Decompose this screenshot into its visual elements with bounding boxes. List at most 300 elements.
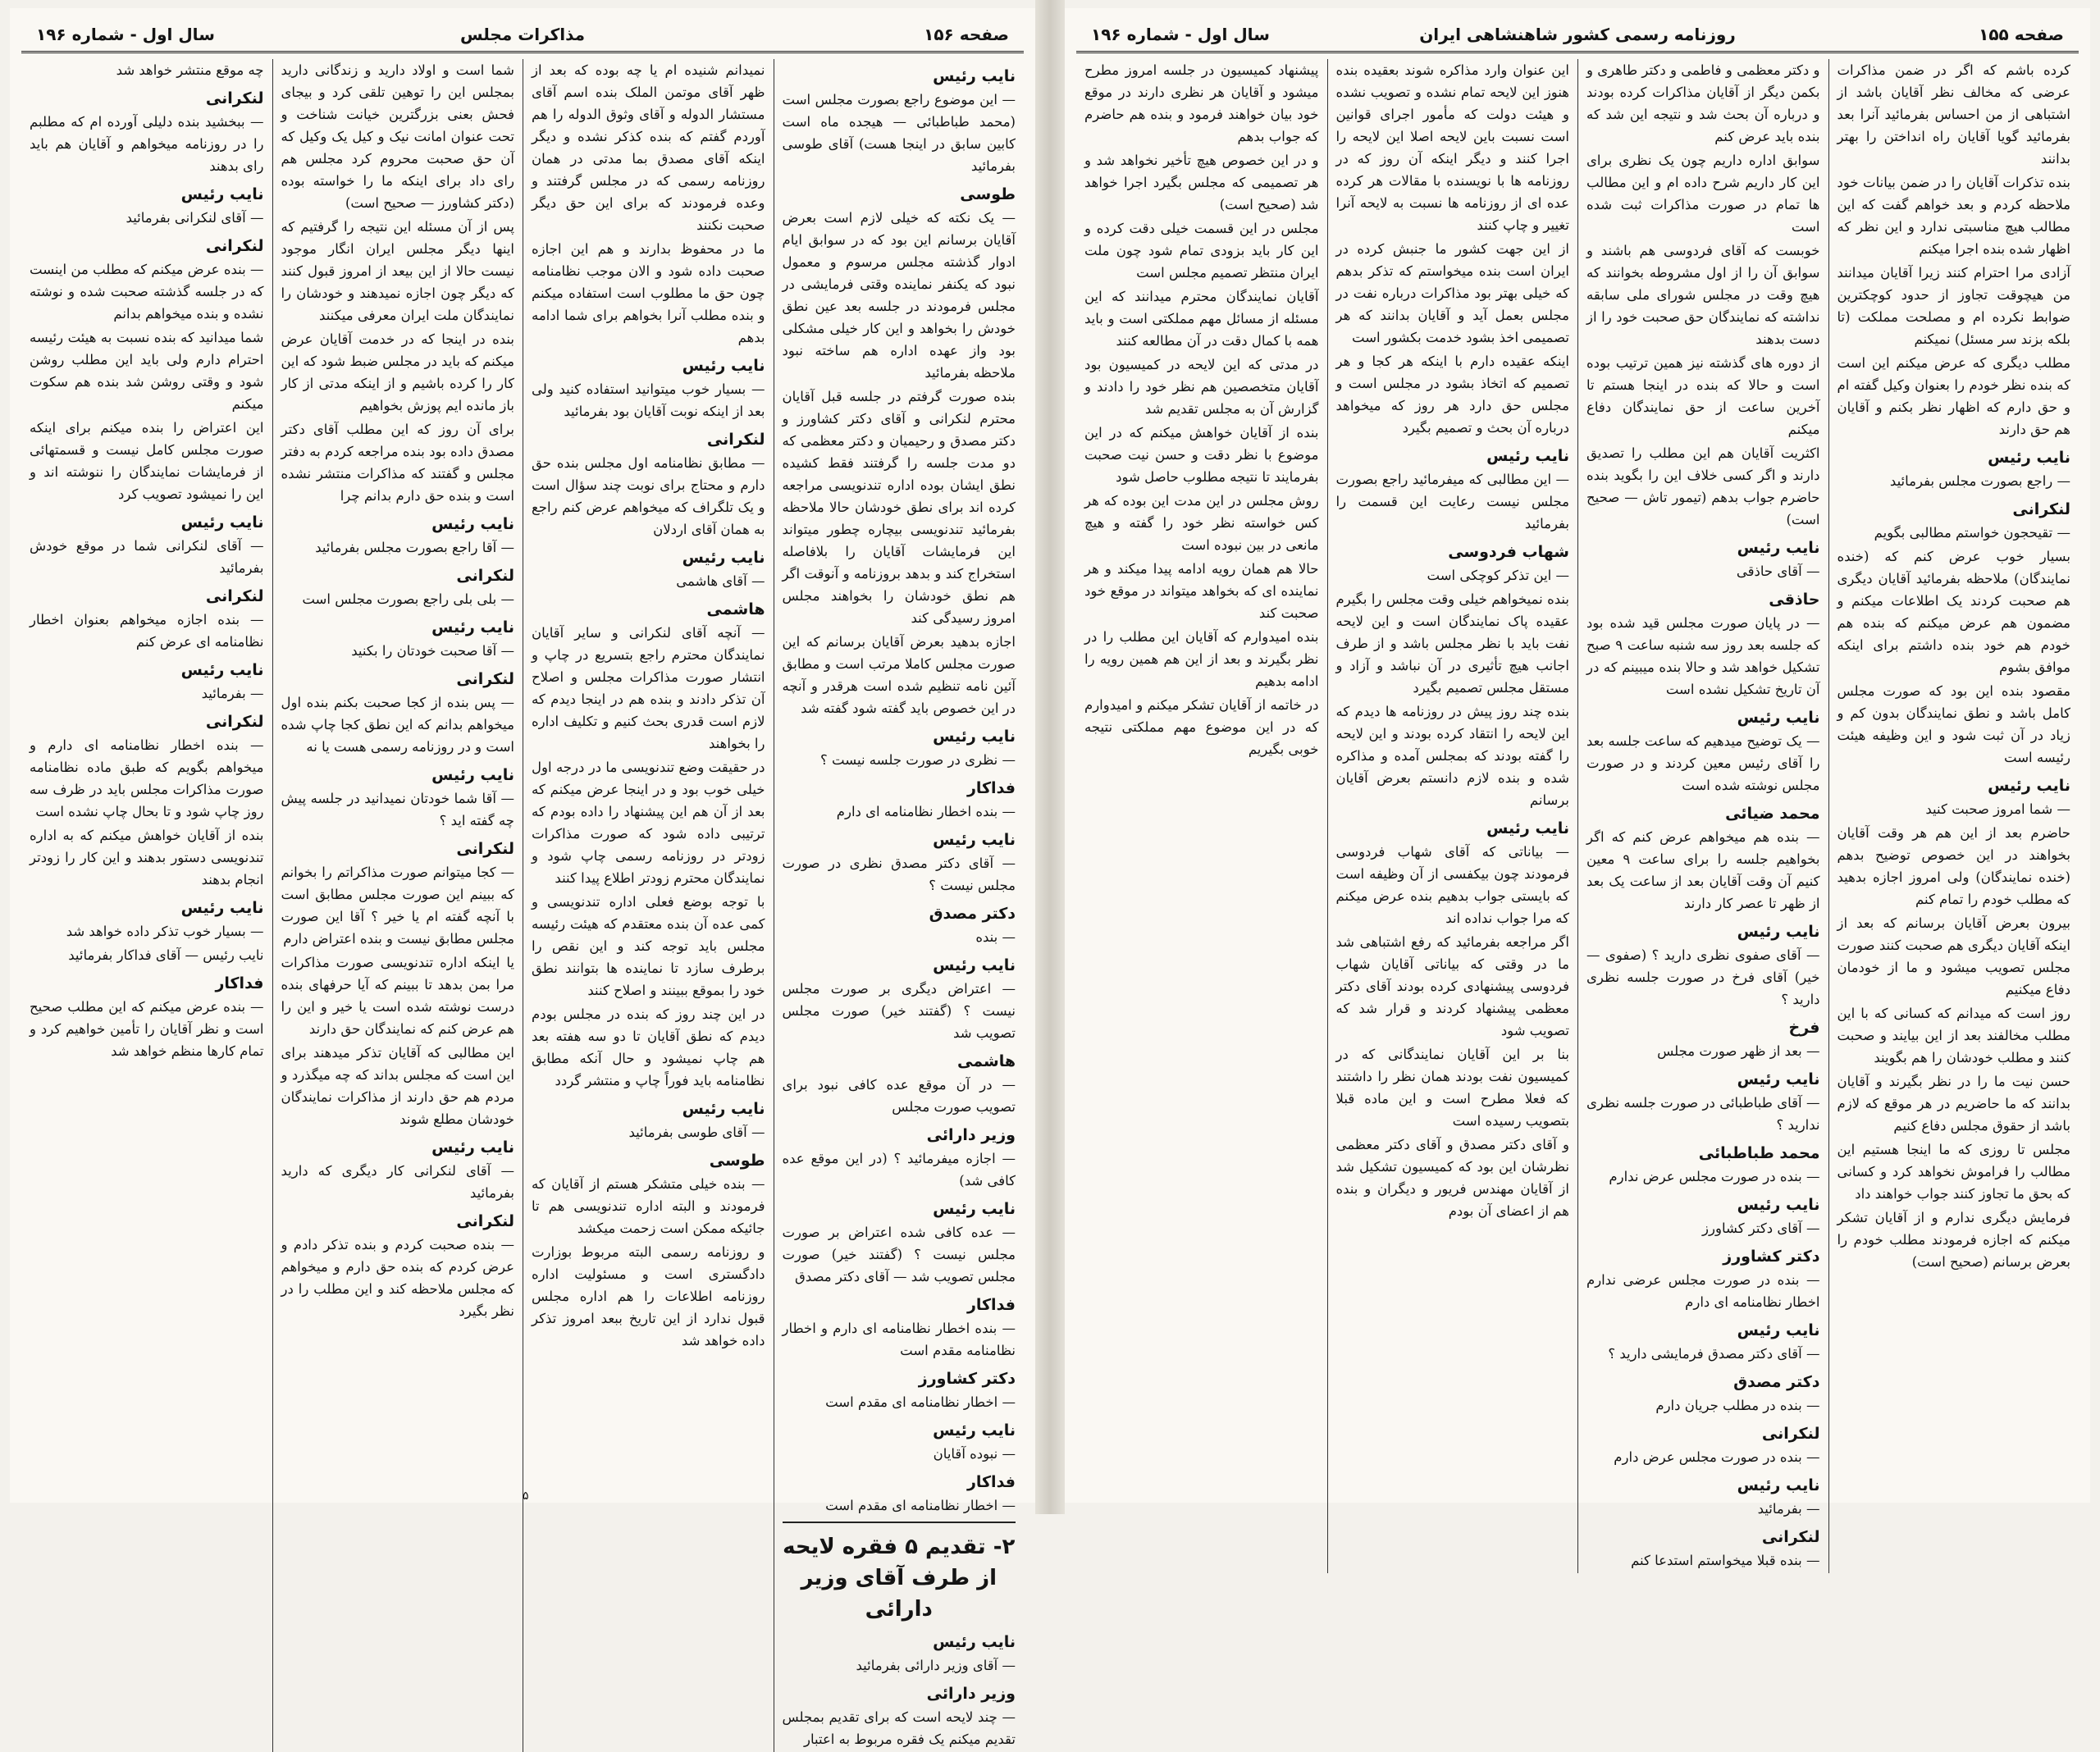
paragraph	[281, 951, 515, 1040]
paragraph	[783, 1418, 1016, 1465]
paragraph	[30, 182, 264, 229]
paragraph	[1838, 545, 2071, 678]
paragraph-text: — آقا شما خودتان نمیدانید در جلسه پیش چه گفته اید ؟	[281, 791, 514, 828]
speaker-name: وزیر دارائی	[926, 1126, 1016, 1144]
paragraph	[281, 59, 515, 214]
text-column	[21, 59, 272, 1752]
paragraph-text: — آقای وزیر دارائی بفرمائید	[856, 1658, 1016, 1673]
paragraph	[1838, 1070, 2071, 1137]
speaker-name: نایب رئیس	[180, 899, 264, 917]
paragraph-text: — چند لایحه است که برای تقدیم بمجلس تقدیم میکنم یک فقره مربوط به اعتبار	[782, 1709, 1016, 1747]
left-columns	[21, 59, 1024, 1747]
paragraph-text: بنده تذکرات آقایان را در ضمن بیانات خود ملاحظه کردم و بعد خواهم گفت که این مطالب هیچ مناسبتی ندارد و این نظر که اظهار شده بنده اجرا میکنم	[1837, 175, 2070, 257]
paragraph	[1586, 705, 1820, 796]
paragraph	[30, 417, 264, 505]
paragraph	[783, 901, 1016, 948]
paragraph	[30, 584, 264, 653]
paragraph-text: شما است و اولاد دارید و زندگانی دارید بمجلس این را توهین تلقی کرد و بیجای فحش بعنی بزرگترین خیانت شناخت و تحت عنوان امانت نیک و کیل یک وکیل که آن حق صحبت محروم کرد مجلس هم رای داد برای اینکه ما را خواسته بوده (دکتر کشاورز — صحیح است)	[281, 62, 514, 211]
paragraph-text: — بنده در صورت مجلس عرض دارم	[1614, 1449, 1820, 1465]
speaker-name: طوسی	[709, 1152, 765, 1170]
speaker-name: لنکرانی	[205, 713, 264, 731]
paragraph	[783, 182, 1016, 384]
paragraph-text: مجلس در این قسمت خیلی دقت کرده و این کار باید بزودی تمام شود چون ملت ایران منتظر تصمیم مجلس است	[1084, 221, 1319, 281]
paragraph-text: — بسیار خوب میتوانید استفاده کنید ولی بعد از اینکه نوبت آقایان بود بفرمائید	[532, 381, 765, 419]
paragraph-text: بنده صورت گرفتم در جلسه قبل آقایان محترم لنکرانی و آقای دکتر کشاورز و دکتر مصدق و رحیمیان و دکتر معظمی که دو مدت جلسه را گرفتند فقط کشیده نطق ایشان بوده اداره تندنویسی مراجعه کرده اند برای نطق خودشان حالا ملاحظه بفرمائید تندنویسی بیچاره چطور میتواند این فرمایشات آقایان را بلافاصله استخراج کند و بدهد بروزنامه و آنوقت اگر هم نطق خودشان را بخواهند مجلس امروز رسیدگی کند	[782, 389, 1016, 626]
paragraph-text: یا اینکه اداره تندنویسی صورت مذاکرات مرا بمن بدهد تا ببینم که آیا حرفهای بنده درست نوشته شده است یا خیر و این را هم عرض کنم که نمایندگان حق دارند	[281, 955, 514, 1037]
paragraph-text: — آقای هاشمی	[676, 573, 765, 589]
newspaper-title: روزنامه رسمی کشور شاهنشاهی ایران	[1419, 25, 1736, 44]
speaker-name: نایب رئیس	[933, 1200, 1016, 1218]
paragraph-text: — بنده هم میخواهم عرض کنم که اگر بخواهیم جلسه را برای ساعت ۹ معین کنیم آن وقت آقایان بعد از ساعت یک بعد از ظهر تا عصر کار دارند	[1586, 829, 1820, 911]
paragraph-text: — تقیحجون خواستم مطالبی بگویم	[1874, 525, 2070, 541]
paragraph	[281, 512, 515, 559]
paragraph	[1084, 59, 1319, 148]
paragraph-text: — بنده قبلا میخواستم استدعا کنم	[1631, 1553, 1820, 1568]
footer-page-number: ۵	[523, 1490, 529, 1503]
paragraph-text: — بنده اخطار نظامنامه ای دارم و میخواهم بگویم که طبق ماده نظامنامه صورت مذاکرات مجلس باید در ظرف سه روز چاپ شود و تا بحال چاپ نشده است	[30, 737, 264, 819]
paragraph-text: — یک نکته که خیلی لازم است بعرض آقایان برسانم این بود که در سوابق ایام ادوار گذشته مجلس مرسوم و معمول نبود که یکنفر نماینده وقتی فرمایشی در مجلس فرمودند در جلسه بعد عین نطق خودش را بخواهد و این کار خیلی مشکلی بود واز عهده اداره هم ساخته نبود ملاحظه بفرمائید	[782, 210, 1016, 381]
paragraph	[30, 658, 264, 705]
section-title: مذاکرات مجلس	[459, 25, 586, 44]
speaker-name: لنکرانی	[456, 670, 514, 688]
paragraph-text: — این مطالبی که میفرمائید راجع بصورت مجلس نیست رعایت این قسمت را بفرمائید	[1335, 472, 1569, 532]
paragraph-text: — بعد از ظهر صورت مجلس	[1657, 1043, 1820, 1059]
paragraph-text: حالا هم همان رویه ادامه پیدا میکند و هر نماینده ای که بخواهد میتواند در موقع خود صحبت کند	[1084, 561, 1319, 621]
paragraph	[1084, 422, 1319, 488]
right-columns	[1076, 59, 2079, 1568]
right-masthead	[1076, 18, 2079, 53]
paragraph-text: — آقای لنکرانی بفرمائید	[126, 210, 264, 226]
paragraph	[1586, 59, 1820, 148]
paragraph	[1586, 1141, 1820, 1188]
paragraph	[1586, 1370, 1820, 1417]
paragraph	[532, 545, 765, 592]
page-number: صفحه ۱۵۵	[1979, 25, 2064, 44]
paragraph-text: — آقای لنکرانی کار دیگری که دارید بفرمائید	[281, 1163, 514, 1201]
paragraph	[1838, 1002, 2071, 1069]
paragraph-text: — بیاناتی که آقای شهاب فردوسی فرمودند چون بیکفسی از آن وظیفه است که بایستی جواب بدهیم بنده عرض میکنم که مرا جواب نداده اند	[1335, 844, 1569, 926]
speaker-name: لنکرانی	[456, 567, 514, 585]
right-page	[1065, 8, 2090, 1568]
speaker-name: لنکرانی	[205, 587, 264, 605]
speaker-name: نایب رئیس	[1737, 709, 1820, 727]
paragraph	[1586, 1193, 1820, 1239]
paragraph-text: — بسیار خوب تذکر داده خواهد شد	[66, 924, 264, 939]
paragraph	[1838, 262, 2071, 350]
paragraph-text: بیرون بعرض آقایان برسانم که بعد از اینکه آقایان دیگری هم صحبت کنند صورت مجلس تصویب میشود و ما از خودمان دفاع میکنیم	[1837, 915, 2070, 997]
paragraph-text: اینکه عقیده دارم با اینکه هر کجا و هر تصمیم که اتخاذ بشود در مجلس است و مجلس حق دارد هر روز که میخواهد درباره آن بحث و تصمیم بگیرد	[1335, 354, 1569, 436]
paragraph	[1084, 558, 1319, 624]
speaker-name: نایب رئیس	[682, 357, 765, 375]
speaker-name: لنکرانی	[1761, 1528, 1820, 1546]
speaker-name: نایب رئیس	[1737, 539, 1820, 557]
paragraph	[281, 216, 515, 326]
paragraph	[281, 1209, 515, 1322]
paragraph	[783, 724, 1016, 771]
paragraph	[532, 1241, 765, 1352]
paragraph-text: در این چند روز که بنده در مجلس بودم دیدم که نطق آقایان تا دو سه هفته بعد هم چاپ نمیشود و حال آنکه مطابق نظامنامه باید فوراً چاپ و منتشر گردد	[532, 1006, 765, 1088]
paragraph	[281, 328, 515, 417]
speaker-name: وزیر دارائی	[926, 1685, 1016, 1703]
paragraph	[532, 427, 765, 541]
paragraph-text: — در پایان صورت مجلس قید شده بود که جلسه بعد روز سه شنبه ساعت ۹ صبح تشکیل خواهد شد و حالا بنده میبینم که در آن تاریخ تشکیل نشده است	[1586, 615, 1820, 697]
paragraph-text: آزادی مرا احترام کنند زیرا آقایان میدانند من هیچوقت تجاوز از حدود کوچکترین ضوابط نکرده ام و مصلحت مملکت (تا بلکه بزند سر مسئل) نمیکنم	[1837, 265, 2070, 347]
speaker-name: نایب رئیس	[933, 1633, 1016, 1651]
paragraph	[783, 631, 1016, 719]
paragraph	[1586, 1421, 1820, 1468]
paragraph	[1586, 1015, 1820, 1062]
paragraph	[1838, 171, 2071, 260]
paragraph	[783, 828, 1016, 897]
paragraph-text: نایب رئیس — آقای فداکار بفرمائید	[68, 947, 264, 963]
speaker-name: نایب رئیس	[1737, 1196, 1820, 1214]
speaker-name: لنکرانی	[456, 840, 514, 858]
paragraph-text: بنده در اینجا که در خدمت آقایان عرض میکنم که باید در مجلس ضبط شود که این کار را کرده باشیم و از اینکه مدتی از کار باز مانده ایم پوزش بخواهیم	[281, 331, 514, 413]
paragraph-text: روز است که میدانم که کسانی که با این مطلب مخالفند بعد از این بیایند و صحبت کنند و مطلب خودشان را هم بگویند	[1837, 1006, 2070, 1065]
paragraph-text: — یک توضیح میدهیم که ساعت جلسه بعد را آقای رئیس معین کردند و در صورت مجلس نوشته شده است	[1586, 733, 1820, 793]
paragraph-text: — بنده در صورت مجلس عرض ندارم	[1609, 1169, 1820, 1184]
paragraph-text: و آقای دکتر مصدق و آقای دکتر معظمی نظرشان این بود که کمیسیون تشکیل شد از آقایان مهندس فریور و دیگران و بنده هم از اعضای آن بودم	[1335, 1137, 1569, 1219]
paragraph	[1838, 445, 2071, 492]
paragraph-text: — آقای لنکرانی شما در موقع خودش بفرمائید	[30, 538, 264, 576]
speaker-name: نایب رئیس	[1737, 923, 1820, 941]
paragraph	[532, 597, 765, 755]
paragraph-text: — بفرمائید	[1757, 1501, 1820, 1517]
speaker-name: هاشمی	[957, 1052, 1016, 1070]
paragraph	[1838, 497, 2071, 544]
paragraph	[30, 971, 264, 1062]
paragraph	[532, 1148, 765, 1239]
paragraph-text: — اخطار نظامنامه ای مقدم است	[825, 1394, 1016, 1410]
paragraph-text: شما میدانید که بنده نسبت به هیئت رئیسه احترام دارم ولی باید این مطلب روشن شود و وقتی روشن شد بنده هم سکوت میکنم	[30, 330, 264, 412]
paragraph-text: بسیار خوب عرض کنم که (خنده نمایندگان) ملاحظه بفرمائید آقایان دیگری هم صحبت کردند یک اطلاعات میکنم و مضمون هم عرض میکنم که بنده هم خودم هم خود بنده داشتم برای اینکه موافق بشوم	[1837, 549, 2070, 675]
speaker-name: نایب رئیس	[682, 549, 765, 567]
paragraph	[281, 563, 515, 610]
paragraph-text: با توجه بوضع فعلی اداره تندنویسی و کمی عده آن بنده معتقدم که هیئت رئیسه مجلس باید توجه کند و این نقص را برطرف سازد تا نماینده ها بتوانند نطق خود را بموقع ببینند و اصلاح کنند	[532, 894, 765, 998]
paragraph-text: — بنده عرض میکنم که مطلب من اینست که در جلسه گذشته صحبت شده و نوشته نشده و بنده میخواهم بدانم	[30, 262, 264, 322]
paragraph-text: — بنده صحبت کردم و بنده تذکر دادم و عرض کردم که بنده حق دارم و میخواهم که مجلس ملاحظه کند و این مطلب را در نظر بگیرد	[281, 1237, 514, 1319]
paragraph-text: — بنده اجازه میخواهم بعنوان اخطار نظامنامه ای عرض کنم	[30, 612, 264, 650]
paragraph	[783, 1049, 1016, 1118]
speaker-name: محمد طباطبائی	[1698, 1144, 1820, 1162]
paragraph	[783, 386, 1016, 629]
paragraph	[532, 1097, 765, 1143]
paragraph-text: مجلس تا روزی که ما اینجا هستیم این مطالب را فراموش نخواهد کرد و کسانی که بحق ما تجاوز کنند جواب خواهند داد	[1837, 1142, 2070, 1202]
paragraph	[783, 1630, 1016, 1677]
paragraph	[1586, 587, 1820, 700]
paragraph-text: بنده چند روز پیش در روزنامه ها دیدم که این لایحه را انتقاد کرده بودند و این لایحه را گفته بودند که بمجلس آمده و مذاکره شده و بنده لازم دانستم بعرض آقایان برسانم	[1335, 704, 1569, 808]
speaker-name: لنکرانی	[205, 237, 264, 255]
speaker-name: نایب رئیس	[1737, 1070, 1820, 1088]
paragraph-text: مقصود بنده این بود که صورت مجلس کامل باشد و نطق نمایندگان بدون کم و زیاد در آن ثبت شود و این وظیفه هیئت رئیسه است	[1837, 683, 2070, 765]
paragraph-text: — ببخشید بنده دلیلی آورده ام که مطلبم را در روزنامه میخواهم و آقایان هم باید رای بدهند	[30, 114, 264, 174]
speaker-name: نایب رئیس	[1737, 1476, 1820, 1494]
paragraph	[1586, 1244, 1820, 1313]
speaker-name: لنکرانی	[456, 1212, 514, 1230]
paragraph	[30, 824, 264, 891]
paragraph	[1336, 1043, 1570, 1132]
paragraph-text: این مطالبی که آقایان تذکر میدهند برای این است که مجلس بداند که چه میگذرد و مردم هم حق دارند از مذاکرات نمایندگان خودشان مطلع شوند	[281, 1045, 514, 1127]
paragraph	[1336, 588, 1570, 699]
paragraph-text: بنا بر این آقایان نمایندگانی که در کمیسیون نفت بودند همان نظر را داشتند که فعلا مطرح است و این ماده قبلا بتصویب رسیده است	[1335, 1047, 1569, 1129]
paragraph-text: — اعتراض دیگری بر صورت مجلس نیست ؟ (گفتند خیر) صورت مجلس تصویب شد	[782, 981, 1016, 1041]
text-column	[1327, 59, 1578, 1573]
paragraph	[532, 1003, 765, 1092]
paragraph	[1084, 354, 1319, 420]
paragraph	[30, 944, 264, 966]
paragraph	[532, 756, 765, 889]
speaker-name: دکتر کشاورز	[1723, 1248, 1820, 1266]
paragraph-text: — این موضوع راجع بصورت مجلس است (محمد طباطبائی — هیجده ماه است کابین سابق در اینجا هست) آقای طوسی بفرمائید	[782, 92, 1016, 174]
paragraph-text: — بنده	[975, 929, 1016, 945]
paragraph-text: این عنوان وارد مذاکره شوند بعقیده بنده هنوز این لایحه تمام نشده و تصویب نشده و هیئت دولت که مأمور اجرای قوانین است نسبت باین لایحه اصلا این لایحه را اجرا کنند و دیگر اینکه آن روز که در روزنامه ها با نویسنده با مقالات هر کرده عده ای از روزنامه ها نسبت به لایحه آنرا تغییر و چاپ کنند	[1335, 62, 1569, 233]
paragraph-text: بنده نمیخواهم خیلی وقت مجلس را بگیرم عقیده پاک نمایندگان است و این لایحه نفت باید با نظر مجلس باشد و از طرف اجانب هیچ تأثیری در آن نباشد و آزاد و مستقل مجلس تصمیم بگیرد	[1335, 591, 1569, 696]
paragraph	[1838, 1207, 2071, 1273]
paragraph-text: روش مجلس در این مدت این بوده که هر کس خواسته نظر خود را گفته و هیچ مانعی در بین نبوده است	[1084, 493, 1319, 553]
speaker-name: طوسی	[960, 185, 1016, 203]
speaker-name: دکتر کشاورز	[918, 1370, 1016, 1388]
paragraph	[783, 64, 1016, 177]
paragraph-text: — نبوده آقایان	[933, 1446, 1016, 1462]
paragraph-text: — آقای صفوی نظری دارید ؟ (صفوی — خیر) آقای فرخ در صورت جلسه نظری دارید ؟	[1586, 947, 1820, 1007]
speaker-name: لنکرانی	[205, 89, 264, 107]
paragraph	[1586, 801, 1820, 915]
paragraph	[281, 1135, 515, 1204]
speaker-name: نایب رئیس	[180, 185, 264, 203]
paragraph-text: — بنده عرض میکنم که این مطلب صحیح است و نظر آقایان را تأمین خواهیم کرد و تمام کارها منظم خواهد شد	[30, 999, 264, 1059]
paragraph	[1586, 1067, 1820, 1136]
paragraph	[1586, 352, 1820, 440]
paragraph-text: — آقا صحبت خودتان را بکنید	[351, 643, 514, 659]
paragraph	[783, 776, 1016, 823]
paragraph	[783, 1366, 1016, 1413]
paragraph	[1336, 931, 1570, 1042]
paragraph-text: حسن نیت ما را در نظر بگیرند و آقایان بدانند که ما حاضریم در هر موقع که لازم باشد از حقوق مجلس دفاع کنیم	[1837, 1074, 2070, 1134]
paragraph	[1838, 59, 2071, 170]
paragraph	[532, 354, 765, 422]
page-gutter	[1035, 0, 1065, 1514]
text-column	[774, 59, 1025, 1752]
speaker-name: نایب رئیس	[1737, 1321, 1820, 1339]
paragraph-text: — آقای طباطبائی در صورت جلسه نظری ندارید ؟	[1586, 1095, 1820, 1133]
page-number: صفحه ۱۵۶	[924, 25, 1009, 44]
speaker-name: لنکرانی	[1761, 1425, 1820, 1443]
paragraph-text: — بفرمائید	[201, 686, 264, 701]
paragraph-text: — آقای دکتر کشاورز	[1702, 1220, 1820, 1236]
text-column	[1076, 59, 1327, 1573]
paragraph	[1336, 540, 1570, 586]
speaker-name: نایب رئیس	[1486, 819, 1569, 837]
paragraph	[783, 953, 1016, 1044]
paragraph-text: کرده باشم که اگر در ضمن مذاکرات عرضی که مخالف نظر آقایان باشد از اشتباهی از من احساس بفرمائید آنرا بعد بفرمائید گویا آقایان راه انداختن را بهتر بدانند	[1837, 62, 2070, 167]
paragraph	[1336, 444, 1570, 535]
paragraph-text: — آقای طوسی بفرمائید	[628, 1125, 765, 1140]
paragraph	[783, 1470, 1016, 1517]
paragraph-text: — کجا میتوانم صورت مذاکراتم را بخوانم که ببینم این صورت مجلس مطابق است با آنچه گفته ام یا خیر ؟ آقا این صورت مجلس مطابق نیست و بنده اعتراض دارم	[281, 865, 514, 947]
paragraph-text: از دوره های گذشته نیز همین ترتیب بوده است و حالا که بنده در اینجا هستم تا آخرین ساعت از حق نمایندگان دفاع میکنم	[1586, 355, 1820, 437]
paragraph-text: — آقا راجع بصورت مجلس بفرمائید	[315, 540, 514, 555]
paragraph-text: سوابق اداره داریم چون یک نظری برای این کار داریم شرح داده ام و این مطالب ها تمام در صورت مذاکرات ثبت شده است	[1586, 153, 1820, 235]
paragraph-text: در مدتی که این لایحه در کمیسیون بود آقایان متخصصین هم نظر خود را دادند و گزارش آن به مجلس تقدیم شد	[1084, 357, 1319, 417]
paragraph	[30, 59, 264, 81]
speaker-name: دکتر مصدق	[1733, 1373, 1820, 1391]
paragraph	[532, 238, 765, 349]
paragraph	[281, 763, 515, 832]
paragraph	[30, 86, 264, 177]
paragraph	[1084, 217, 1319, 284]
paragraph-text: و در این خصوص هیچ تأخیر نخواهد شد و هر تصمیمی که مجلس بگیرد اجرا خواهد شد (صحیح است)	[1084, 153, 1319, 212]
speaker-name: نایب رئیس	[1988, 449, 2070, 467]
paragraph-text: بنده از آقایان خواهش میکنم که در این موضوع با نظر دقت و حسن نیت صحبت بفرمایند تا نتیجه مطلوب حاصل شود	[1084, 425, 1319, 485]
paragraph-text: اجازه بدهید بعرض آقایان برسانم که این صورت مجلس کاملا مرتب است و مطابق آئین نامه تنظیم شده است هرقدر و آنچه در این خصوص باید گفته شود گفته شد	[782, 634, 1016, 716]
paragraph	[281, 837, 515, 950]
paragraph-text: این اعتراض را بنده میکنم برای اینکه صورت مجلس کامل نیست و قسمتهائی از فرمایشات نمایندگان را ننوشته اند و این را نمیشود تصویب کرد	[30, 420, 264, 502]
paragraph	[1336, 816, 1570, 929]
paragraph-text: در حقیقت وضع تندنویسی ما در درجه اول خیلی خوب بود و در اینجا عرض میکنم که بعد از آن هم این پیشنهاد را داده بودم که ترتیبی داده شود که صورت مذاکرات زودتر در روزنامه رسمی چاپ شود و نمایندگان محترم زودتر اطلاع پیدا کنند	[532, 760, 765, 886]
speaker-name: فداکار	[966, 1296, 1016, 1314]
speaker-name: فداکار	[215, 974, 264, 992]
paragraph-text: — آقای حاذقی	[1736, 563, 1820, 579]
paragraph-text: حاضرم بعد از این هم هر وقت آقایان بخواهند در این خصوص توضیح بدهم (خنده نمایندگان) ولی امروز اجازه بدهید که مطلب خودم را تمام کنم	[1837, 825, 2070, 907]
speaker-name: دکتر مصدق	[929, 905, 1016, 923]
paragraph	[1586, 536, 1820, 582]
speaker-name: نایب رئیس	[933, 831, 1016, 849]
paragraph	[281, 418, 515, 507]
speaker-name: شهاب فردوسی	[1448, 543, 1569, 561]
paragraph-text: برای آن روز که این مطلب آقای دکتر مصدق داده بود بنده مراجعه کردم به دفتر مجلس و گفتند که مذاکرات منتشر نشده است و بنده حق دارم بدانم چرا	[281, 422, 514, 504]
paragraph-text: خوبست که آقای فردوسی هم باشند و سوابق آن را از اول مشروطه بخوانند که هیچ وقت در مجلس شورای ملی سابقه نداشته که نمایندگان حق صحبت خود را از دست بدهند	[1586, 243, 1820, 347]
paragraph	[1336, 350, 1570, 439]
paragraph-text: — آقای دکتر مصدق نظری در صورت مجلس نیست ؟	[782, 855, 1016, 893]
paragraph-text: از این جهت کشور ما جنبش کرده در ایران است بنده میخواستم که تذکر بدهم که خیلی بهتر بود مذاکرات درباره نفت در مجلس بعمل آید و آقایان بدانند که هر تصمیمی اخذ بشود خدمت بکشور است	[1335, 241, 1569, 345]
issue-label: سال اول - شماره ۱۹۶	[1091, 25, 1270, 44]
paragraph	[30, 510, 264, 579]
speaker-name: نایب رئیس	[1988, 777, 2070, 795]
issue-label: سال اول - شماره ۱۹۶	[36, 25, 215, 44]
paragraph-text: — بنده در مطلب جریان دارم	[1655, 1398, 1820, 1413]
paragraph	[1838, 352, 2071, 440]
paragraph-text: در خاتمه از آقایان تشکر میکنم و امیدوارم که در این موضوع مهم مملکتی نتیجه خوبی بگیریم	[1084, 697, 1319, 757]
paragraph-text: — مطابق نظامنامه اول مجلس بنده حق دارم و محتاج برای نوبت چند سؤال است و یک تلگراف که میخواهم عرض کنم راجع به همان آقای اردلان	[532, 455, 765, 537]
paragraph-text: پس از آن مسئله این نتیجه را گرفتیم که اینها دیگر مجلس ایران انگار موجود نیست حالا از این بیعد از امروز قبول کنند که دیگر چون اجازه نمیدهند و خودشان را نمایندگان ملت ایران معرفی میکنند	[281, 219, 514, 323]
paragraph-text: و دکتر معظمی و فاطمی و دکتر طاهری و بکمن دیگر از آقایان مذاکرات کرده بودند و درباره آن بحث شد و نتیجه این شد که بنده باید عرض کنم	[1586, 62, 1820, 144]
paragraph-text: فرمایش دیگری ندارم و از آقایان تشکر میکنم که اجازه فرمودند مطلب خودم را بعرض برسانم (صحیح است)	[1837, 1210, 2070, 1270]
speaker-name: لنکرانی	[2012, 500, 2070, 518]
paragraph	[1586, 1525, 1820, 1572]
paragraph	[1586, 919, 1820, 1011]
paragraph	[1084, 694, 1319, 760]
paragraph-text: — در آن موقع عده کافی نبود برای تصویب صورت مجلس	[782, 1077, 1016, 1115]
paragraph-text: نمیدانم شنیده ام یا چه بوده که بعد از ظهر آقای موتمن الملک بنده اسم آقای مستشار الدوله و آقای وثوق الدوله را هم آوردم گفتم که بنده کذکر نشده و دیگر اینکه آقای مصدق بما مدتی در همان روزنامه رسمی که در مجلس گرفتند و وعده فرمودند که برای این حق دیگر صحبت نکنند	[532, 62, 765, 233]
paragraph-text: — اخطار نظامنامه ای مقدم است	[825, 1498, 1016, 1513]
paragraph	[30, 896, 264, 942]
speaker-name: نایب رئیس	[933, 1421, 1016, 1439]
paragraph	[1084, 490, 1319, 556]
speaker-name: نایب رئیس	[682, 1100, 765, 1118]
speaker-name: فداکار	[966, 779, 1016, 797]
text-column	[1577, 59, 1828, 1573]
paragraph-text: چه موقع منتشر خواهد شد	[116, 62, 264, 78]
paragraph	[783, 1197, 1016, 1288]
paragraph	[281, 1042, 515, 1130]
speaker-name: نایب رئیس	[431, 618, 514, 636]
left-masthead	[21, 18, 1024, 53]
paragraph	[281, 667, 515, 758]
paragraph	[1838, 773, 2071, 820]
paragraph-text: — بنده در صورت مجلس عرضی ندارم اخطار نظامنامه ای دارم	[1586, 1272, 1820, 1310]
paragraph-text: بنده امیدوارم که آقایان این مطلب را در نظر بگیرند و بعد از این هم همین رویه را ادامه بدهیم	[1084, 629, 1319, 689]
paragraph	[30, 326, 264, 415]
paragraph	[30, 234, 264, 325]
paragraph	[1586, 1473, 1820, 1520]
speaker-name: نایب رئیس	[933, 728, 1016, 746]
paragraph-text: — بنده خیلی متشکر هستم از آقایان که فرمودند و البته اداره تندنویسی هم تا جائیکه ممکن است زحمت میکشد	[532, 1176, 765, 1236]
paragraph-text: — اجازه میفرمائید ؟ (در این موقع عده کافی شد)	[782, 1151, 1016, 1189]
paragraph	[1838, 912, 2071, 1001]
paragraph	[532, 891, 765, 1001]
paragraph-text: اگر مراجعه بفرمائید که رفع اشتباهی شد ما در وقتی که بیاناتی آقایان شهاب فردوسی پیشنهادی کرده بودند آقای دکتر معظمی پیشنهاد کردند و قرار شد که تصویب شود	[1335, 934, 1569, 1038]
section-heading: ۲- تقدیم ۵ فقره لایحه از طرف آقای وزیر دارائی	[783, 1535, 1016, 1622]
paragraph	[532, 59, 765, 236]
speaker-name: نایب رئیس	[180, 661, 264, 679]
speaker-name: نایب رئیس	[1486, 447, 1569, 465]
paragraph	[1586, 240, 1820, 350]
paragraph	[1084, 626, 1319, 692]
paragraph	[1586, 442, 1820, 531]
speaker-name: نایب رئیس	[180, 513, 264, 532]
speaker-name: نایب رئیس	[933, 67, 1016, 85]
text-column	[1828, 59, 2079, 1573]
paragraph	[783, 1293, 1016, 1362]
paragraph	[1838, 680, 2071, 769]
paragraph-text: ما در محفوظ بدارند و هم این اجازه صحبت داده شود و الان موجب نظامنامه چون حق ما مطلوب است استفاده میکنم و بنده مطلب آنرا بخواهم برای شما ادامه بدهم	[532, 241, 765, 345]
divider	[783, 1522, 1016, 1523]
paragraph-text: — عده کافی شده اعتراض بر صورت مجلس نیست ؟ (گفتند خیر) صورت مجلس تصویب شد — آقای دکتر مصدق	[782, 1225, 1016, 1284]
paragraph	[281, 615, 515, 662]
speaker-name: فرخ	[1788, 1019, 1820, 1037]
paragraph-text: — بنده اخطار نظامنامه ای دارم و اخطار نظامنامه مقدم است	[782, 1321, 1016, 1358]
paragraph	[1084, 285, 1319, 352]
speaker-name: هاشمی	[706, 600, 765, 618]
speaker-name: نایب رئیس	[933, 956, 1016, 974]
paragraph-text: پیشنهاد کمیسیون در جلسه امروز مطرح میشود و آقایان هر نظری دارند در موقع خود بیان خواهند فرمود و بنده هم حاضرم که جواب بدهم	[1084, 62, 1319, 144]
speaker-name: نایب رئیس	[431, 1138, 514, 1157]
paragraph	[1336, 59, 1570, 236]
paragraph-text: — آقای دکتر مصدق فرمایشی دارید ؟	[1608, 1346, 1820, 1362]
paragraph-text: — شما امروز صحبت کنید	[1925, 801, 2070, 817]
paragraph	[1586, 1318, 1820, 1365]
paragraph-text: اکثریت آقایان هم این مطلب را تصدیق دارند و اگر کسی خلاف این را بگوید بنده حاضرم جواب بدهم (تیمور تاش — صحیح است)	[1586, 445, 1820, 527]
paragraph-text: — بلی بلی راجع بصورت مجلس است	[302, 591, 514, 607]
paragraph	[783, 1123, 1016, 1192]
text-column	[523, 59, 774, 1752]
paragraph-text: مطلب دیگری که عرض میکنم این است که بنده نظر خودم را بعنوان وکیل گفته ام و حق دارم که اظهار نظر بکنم و آقایان هم حق دارند	[1837, 355, 2070, 437]
paragraph	[783, 1681, 1016, 1750]
paragraph	[1838, 1138, 2071, 1205]
speaker-name: حاذقی	[1769, 591, 1820, 609]
paragraph	[1838, 822, 2071, 910]
paragraph	[30, 709, 264, 823]
paragraph-text: و روزنامه رسمی البته مربوط بوزارت دادگستری است و مسئولیت اداره روزنامه اطلاعات را هم اداره مجلس قبول ندارد از این تاریخ ببعد امروز تذکر داده خواهد شد	[532, 1244, 765, 1348]
paragraph	[1336, 700, 1570, 811]
paragraph	[1084, 149, 1319, 216]
speaker-name: فداکار	[966, 1473, 1016, 1491]
paragraph-text: — راجع بصورت مجلس بفرمائید	[1889, 473, 2070, 489]
paragraph-text: — بنده اخطار نظامنامه ای دارم	[836, 804, 1016, 819]
paragraph	[1336, 1134, 1570, 1222]
paragraph-text: — آنچه آقای لنکرانی و سایر آقایان نمایندگان محترم راجع بتسریع در چاپ و انتشار صورت مذاکرات مجلس و اصلاح آن تذکر دادند و بنده هم در اینجا دیدم که لازم است قدری بحث کنیم و تکلیف اداره را بخواهند	[532, 625, 765, 751]
text-column	[272, 59, 523, 1752]
